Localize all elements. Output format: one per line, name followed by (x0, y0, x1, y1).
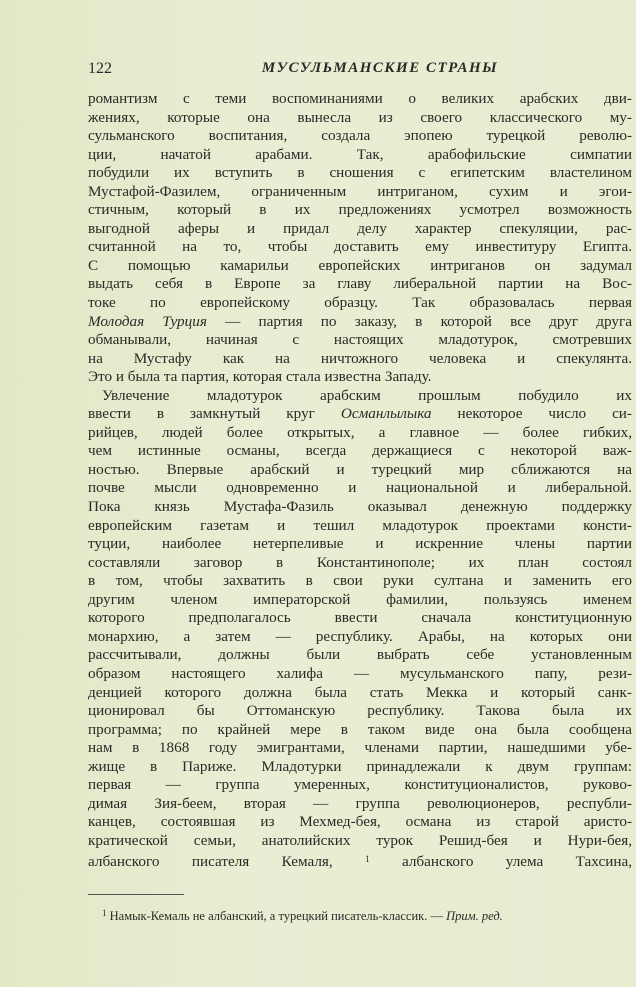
running-title: МУСУЛЬМАНСКИЕ СТРАНЫ (261, 60, 499, 76)
line-text: стичным, который в их предложениях усмотрел возможность (88, 201, 632, 219)
text-line (88, 665, 632, 684)
text-line (88, 331, 632, 350)
footnote-reference: 1 (365, 854, 370, 865)
line-text: составляли заговор в Константинополе; их план состоял (88, 553, 632, 571)
text-line (88, 275, 632, 294)
line-text: токе по европейскому образцу. Так образовалась первая (88, 294, 632, 312)
body-text (88, 90, 632, 869)
text-line (88, 164, 632, 183)
text-line (88, 850, 632, 869)
text-line (88, 554, 632, 573)
line-text: ционировал бы Оттоманскую республику. Такова была их (88, 702, 632, 720)
line-text: албанского писателя Кемаля, (88, 853, 366, 871)
text-line (88, 758, 632, 777)
line-text: романтизм с теми воспоминаниями о великих арабских дви- (88, 90, 632, 107)
text-line (88, 572, 632, 591)
text-line (88, 628, 632, 647)
text-line (88, 146, 632, 165)
line-text: Это и была та партия, которая стала известна Западу. (88, 368, 432, 386)
text-line (88, 257, 632, 276)
text-line (88, 461, 632, 480)
line-text: образом настоящего халифа — мусульманского папу, рези- (88, 664, 632, 682)
line-text: выгодной аферы и придал делу характер спекуляции, рас- (88, 219, 632, 237)
line-text: туции, наиболее нетерпеливые и искренние члены партии (88, 535, 632, 553)
text-line (88, 702, 632, 721)
page-number: 122 (88, 60, 112, 77)
line-text: ностью. Впервые арабский и турецкий мир сближаются на (88, 460, 632, 478)
line-text: почве мысли одновременно и национальной и либеральной. (88, 479, 632, 497)
line-text: Увлечение младотурок арабским прошлым побудило их (102, 386, 632, 404)
text-line (88, 479, 632, 498)
text-line (88, 739, 632, 758)
line-text: Мустафой-Фазилем, ограниченным интриганом, сухим и эгои- (88, 182, 632, 200)
line-text: жище в Париже. Младотурки принадлежали к двум группам: (88, 757, 632, 775)
text-line (88, 684, 632, 703)
line-text: Пока князь Мустафа-Фазиль оказывал денежную поддержку (88, 498, 632, 516)
line-text: другим членом императорской фамилии, пользуясь именем (88, 590, 632, 608)
line-text: обманывали, начиная с настоящих младотурок, смотревших (88, 331, 632, 349)
line-text: жениях, которые она вынесла из своего классического му- (88, 108, 632, 126)
line-text: ции, начатой арабами. Так, арабофильские симпатии (88, 145, 632, 163)
text-line (88, 424, 632, 443)
page-header (88, 60, 632, 82)
line-text: албанского улема Тахсина, (369, 853, 632, 871)
line-text: монархию, а затем — республику. Арабы, на которых они (88, 627, 632, 645)
text-line (88, 387, 632, 406)
line-text: выдать себя в Европе за главу либеральной партии на Вос- (88, 275, 632, 293)
line-text: — партия по заказу, в которой все друг друга (206, 312, 632, 330)
text-line (88, 368, 632, 387)
line-text: программа; по крайней мере в таком виде она была сообщена (88, 720, 632, 738)
text-line (88, 498, 632, 517)
text-line (88, 350, 632, 369)
line-text: димая Зия-беем, вторая — группа революционеров, республи- (88, 794, 632, 812)
text-line (88, 535, 632, 554)
line-text: рийцев, людей более открытых, а главное — более гибких, (88, 423, 632, 441)
text-line (88, 609, 632, 628)
line-text: ввести в замкнутый круг (88, 405, 341, 423)
line-text: в том, чтобы захватить в свои руки султана и заменить его (88, 572, 632, 590)
text-line (88, 109, 632, 128)
text-line (88, 220, 632, 239)
text-line (88, 201, 632, 220)
italic-text: Молодая Турция (88, 312, 207, 330)
text-line (88, 813, 632, 832)
line-text: считанной на то, чтобы доставить ему инвеституру Египта. (88, 238, 632, 256)
text-line (88, 646, 632, 665)
line-text: рассчитывали, должны были выбрать себе установленным (88, 646, 632, 664)
text-line (88, 591, 632, 610)
line-text: европейским газетам и тешил младотурок проектами консти- (88, 516, 632, 534)
line-text: кратической семьи, анатолийских турок Решид-бея и Нури-бея, (88, 831, 632, 849)
line-text: некоторое число си- (431, 405, 632, 423)
text-line (88, 238, 632, 257)
footnote-marker: 1 (102, 908, 107, 918)
text-line (88, 313, 632, 332)
footnote-editor-note: Прим. ред. (446, 909, 503, 923)
line-text: канцев, состоявшая из Мехмед-бея, османа из старой аристо- (88, 813, 632, 831)
line-text: сульманского воспитания, создала эпопею турецкой револю- (88, 127, 632, 145)
line-text: побудили их вступить в сношения с египетским властелином (88, 164, 632, 182)
line-text: которого предполагалось ввести сначала конституционную (88, 609, 632, 627)
line-text: С помощью камарильи европейских интриганов он задумал (88, 256, 632, 274)
text-line (88, 795, 632, 814)
text-line (88, 294, 632, 313)
footnote-divider (88, 894, 184, 895)
text-line (88, 721, 632, 740)
line-text: чем истинные османы, всегда держащиеся с некоторой важ- (88, 442, 632, 460)
footnote (102, 908, 632, 924)
italic-text: Османлылыка (340, 405, 432, 423)
text-line (88, 832, 632, 851)
line-text: денцией которого должна была стать Мекка и который санк- (88, 683, 632, 701)
text-line (88, 90, 632, 109)
line-text: на Мустафу как на ничтожного человека и спекулянта. (88, 349, 632, 367)
footnote-text: Намык-Кемаль не албанский, а турецкий писатель-классик. — (109, 909, 447, 923)
text-line (88, 442, 632, 461)
text-line (88, 127, 632, 146)
text-line (88, 517, 632, 536)
text-line (88, 405, 632, 424)
text-line (88, 183, 632, 202)
line-text: первая — группа умеренных, конституционалистов, руково- (88, 776, 632, 794)
line-text: нам в 1868 году эмигрантами, членами партии, нашедшими убе- (88, 739, 632, 757)
text-line (88, 776, 632, 795)
